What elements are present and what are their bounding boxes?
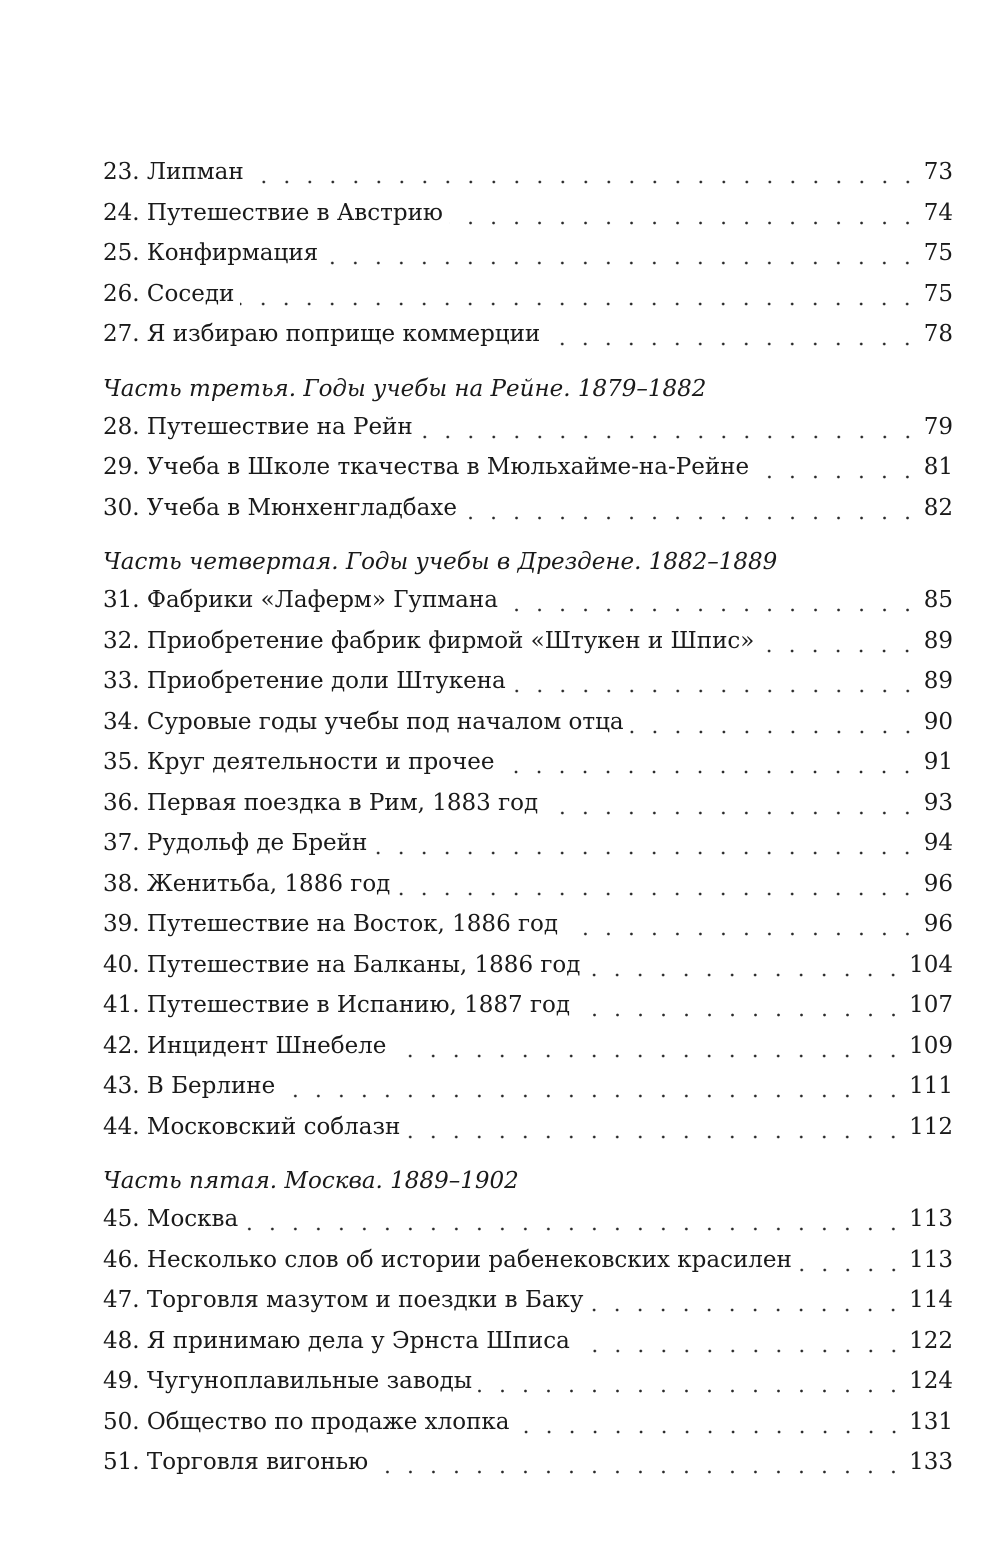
dot-leader bbox=[449, 193, 919, 234]
toc-entry[interactable] bbox=[103, 1402, 953, 1443]
dot-leader bbox=[250, 152, 919, 193]
dot-leader bbox=[240, 274, 919, 315]
toc-entry[interactable] bbox=[103, 1361, 953, 1402]
part-title: Часть четвертая. Годы учебы в Дрездене. 1882–1889 bbox=[103, 549, 778, 575]
dot-leader bbox=[392, 1026, 905, 1067]
toc-entry-title: 37. Рудольф де Брейн bbox=[103, 830, 368, 856]
toc-section-part-four bbox=[103, 544, 953, 1147]
toc-entry[interactable] bbox=[103, 488, 953, 529]
dot-leader bbox=[546, 314, 919, 355]
dot-leader bbox=[630, 702, 919, 743]
toc-entry-page: 74 bbox=[923, 199, 953, 226]
toc-entry-title: 41. Путешествие в Испанию, 1887 год bbox=[103, 992, 571, 1018]
dot-leader bbox=[576, 985, 905, 1026]
toc-entry[interactable] bbox=[103, 1442, 953, 1483]
toc-entry-title: 33. Приобретение доли Штукена bbox=[103, 668, 506, 694]
toc-entry-title: 45. Москва bbox=[103, 1206, 239, 1232]
toc-section-part-five bbox=[103, 1163, 953, 1483]
toc-entry-page: 78 bbox=[923, 321, 953, 347]
toc-entry[interactable] bbox=[103, 1321, 953, 1362]
toc-entry[interactable] bbox=[103, 580, 953, 621]
toc-entry[interactable] bbox=[103, 274, 953, 315]
toc-entry-page: 107 bbox=[909, 992, 953, 1018]
dot-leader bbox=[406, 1107, 905, 1148]
toc-entry-title: 27. Я избираю поприще коммерции bbox=[103, 321, 541, 347]
dot-leader bbox=[478, 1361, 905, 1402]
toc-entry[interactable] bbox=[103, 1026, 953, 1067]
toc-entry-page: 94 bbox=[923, 830, 953, 856]
toc-entry-title: 51. Торговля вигонью bbox=[103, 1449, 369, 1475]
toc-entry[interactable] bbox=[103, 447, 953, 488]
toc-entry[interactable] bbox=[103, 823, 953, 864]
dot-leader bbox=[512, 661, 919, 702]
dot-leader bbox=[281, 1066, 905, 1107]
toc-entry-title: 34. Суровые годы учебы под началом отца bbox=[103, 708, 624, 735]
part-title: Часть пятая. Москва. 1889–1902 bbox=[103, 1168, 519, 1194]
toc-entry-title: 50. Общество по продаже хлопка bbox=[103, 1408, 510, 1435]
dot-leader bbox=[500, 742, 919, 783]
toc-entry-page: 93 bbox=[923, 789, 953, 816]
toc-entry[interactable] bbox=[103, 1107, 953, 1148]
toc-entry-page: 113 bbox=[909, 1206, 953, 1232]
toc-entry-page: 112 bbox=[909, 1113, 953, 1140]
toc-entry-page: 89 bbox=[923, 668, 953, 694]
toc-entry-page: 109 bbox=[909, 1032, 953, 1059]
toc-entry-title: 38. Женитьба, 1886 год bbox=[103, 870, 391, 897]
toc-entry[interactable] bbox=[103, 945, 953, 986]
toc-entry-title: 49. Чугуноплавильные заводы bbox=[103, 1368, 473, 1394]
dot-leader bbox=[564, 904, 919, 945]
dot-leader bbox=[544, 783, 919, 824]
dot-leader bbox=[755, 447, 919, 488]
toc-entry-page: 96 bbox=[923, 911, 953, 937]
toc-entry-page: 89 bbox=[923, 627, 953, 654]
toc-entry-title: 40. Путешествие на Балканы, 1886 год bbox=[103, 951, 581, 978]
toc-entry-title: 23. Липман bbox=[103, 159, 244, 185]
toc-entry[interactable] bbox=[103, 783, 953, 824]
toc-entry[interactable] bbox=[103, 1066, 953, 1107]
dot-leader bbox=[586, 945, 905, 986]
toc-entry-page: 133 bbox=[909, 1449, 953, 1475]
toc-entry[interactable] bbox=[103, 702, 953, 743]
toc-entry[interactable] bbox=[103, 193, 953, 234]
dot-leader bbox=[504, 580, 919, 621]
toc-section-part-three bbox=[103, 371, 953, 529]
toc-entry-page: 104 bbox=[909, 951, 953, 978]
toc-entry-title: 36. Первая поездка в Рим, 1883 год bbox=[103, 789, 539, 816]
toc-entry-title: 25. Конфирмация bbox=[103, 240, 319, 266]
toc-entry-page: 122 bbox=[909, 1327, 953, 1354]
dot-leader bbox=[589, 1280, 905, 1321]
toc-entry-title: 28. Путешествие на Рейн bbox=[103, 413, 413, 440]
toc-entry[interactable] bbox=[103, 904, 953, 945]
toc-entry-title: 43. В Берлине bbox=[103, 1073, 276, 1099]
toc-entry[interactable] bbox=[103, 985, 953, 1026]
toc-entry-page: 75 bbox=[923, 240, 953, 266]
toc-entry-title: 31. Фабрики «Лаферм» Гупмана bbox=[103, 587, 498, 613]
toc-entry-page: 90 bbox=[923, 708, 953, 735]
toc-entry-page: 79 bbox=[923, 413, 953, 440]
part-title: Часть третья. Годы учебы на Рейне. 1879–1882 bbox=[103, 375, 707, 402]
toc-entry-title: 46. Несколько слов об истории рабенековских красилен bbox=[103, 1246, 792, 1273]
toc-entry[interactable] bbox=[103, 314, 953, 355]
toc-entry-title: 48. Я принимаю дела у Эрнста Шписа bbox=[103, 1327, 570, 1354]
toc-entry[interactable] bbox=[103, 1240, 953, 1281]
table-of-contents bbox=[103, 152, 953, 1483]
toc-entry-title: 47. Торговля мазутом и поездки в Баку bbox=[103, 1287, 584, 1313]
toc-entry-page: 114 bbox=[909, 1287, 953, 1313]
dot-leader bbox=[244, 1199, 905, 1240]
toc-entry-page: 85 bbox=[923, 587, 953, 613]
toc-entry[interactable] bbox=[103, 1199, 953, 1240]
toc-entry-page: 96 bbox=[923, 870, 953, 897]
toc-entry-title: 29. Учеба в Школе ткачества в Мюльхайме-на-Рейне bbox=[103, 454, 750, 480]
toc-entry[interactable] bbox=[103, 621, 953, 662]
toc-entry-page: 124 bbox=[909, 1368, 953, 1394]
toc-entry-title: 24. Путешествие в Австрию bbox=[103, 199, 443, 226]
dot-leader bbox=[373, 823, 919, 864]
toc-entry[interactable] bbox=[103, 233, 953, 274]
toc-entry-title: 42. Инцидент Шнебеле bbox=[103, 1032, 387, 1059]
dot-leader bbox=[576, 1321, 905, 1362]
toc-entry-title: 30. Учеба в Мюнхенгладбахе bbox=[103, 494, 457, 521]
toc-entry-page: 81 bbox=[923, 454, 953, 480]
dot-leader bbox=[798, 1240, 905, 1281]
toc-entry-title: 39. Путешествие на Восток, 1886 год bbox=[103, 911, 559, 937]
toc-entry-page: 82 bbox=[923, 494, 953, 521]
dot-leader bbox=[374, 1442, 905, 1483]
toc-entry[interactable] bbox=[103, 407, 953, 448]
toc-entry-page: 75 bbox=[923, 280, 953, 307]
toc-entry-title: 35. Круг деятельности и прочее bbox=[103, 749, 495, 775]
toc-entry[interactable] bbox=[103, 1280, 953, 1321]
toc-entry[interactable] bbox=[103, 864, 953, 905]
toc-entry-page: 111 bbox=[909, 1073, 953, 1099]
dot-leader bbox=[463, 488, 919, 529]
toc-entry-page: 73 bbox=[923, 159, 953, 185]
toc-entry-title: 44. Московский соблазн bbox=[103, 1113, 401, 1140]
toc-entry-title: 26. Соседи bbox=[103, 280, 235, 307]
dot-leader bbox=[760, 621, 919, 662]
dot-leader bbox=[516, 1402, 906, 1443]
dot-leader bbox=[419, 407, 919, 448]
dot-leader bbox=[396, 864, 919, 905]
dot-leader bbox=[324, 233, 919, 274]
toc-entry[interactable] bbox=[103, 152, 953, 193]
toc-section-part-two-continued bbox=[103, 152, 953, 355]
toc-entry[interactable] bbox=[103, 661, 953, 702]
toc-entry-title: 32. Приобретение фабрик фирмой «Штукен и Шпис» bbox=[103, 627, 755, 654]
toc-entry[interactable] bbox=[103, 742, 953, 783]
toc-entry-page: 131 bbox=[909, 1408, 953, 1435]
toc-entry-page: 91 bbox=[923, 749, 953, 775]
toc-entry-page: 113 bbox=[909, 1246, 953, 1273]
